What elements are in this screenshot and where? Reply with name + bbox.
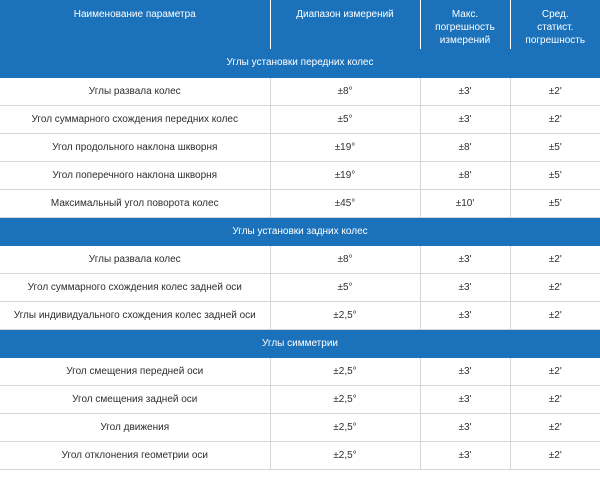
header-line: погрешность (435, 22, 495, 33)
range-cell: ±8° (270, 245, 420, 273)
range-cell: ±2,5° (270, 385, 420, 413)
header-parameter (0, 0, 270, 49)
table-row (0, 77, 600, 105)
parameter-name-cell: Угол суммарного схождения колес задней оси (0, 273, 270, 301)
header-range (270, 0, 420, 49)
range-cell: ±19° (270, 161, 420, 189)
table-row (0, 441, 600, 469)
avg-error-cell: ±2' (510, 273, 600, 301)
max-error-cell: ±3' (420, 273, 510, 301)
max-error-cell: ±3' (420, 301, 510, 329)
table-row (0, 105, 600, 133)
section-header-row (0, 329, 600, 357)
range-cell: ±5° (270, 273, 420, 301)
max-error-cell: ±3' (420, 385, 510, 413)
range-cell: ±2,5° (270, 357, 420, 385)
header-avg-error (510, 0, 600, 49)
max-error-cell: ±3' (420, 105, 510, 133)
max-error-cell: ±8' (420, 161, 510, 189)
table-row (0, 161, 600, 189)
avg-error-cell: ±2' (510, 77, 600, 105)
header-max-error (420, 0, 510, 49)
parameter-name-cell: Угол смещения передней оси (0, 357, 270, 385)
parameter-name-cell: Углы индивидуального схождения колес задней оси (0, 301, 270, 329)
parameter-name-cell: Угол отклонения геометрии оси (0, 441, 270, 469)
table-row (0, 245, 600, 273)
range-cell: ±19° (270, 133, 420, 161)
table-row (0, 189, 600, 217)
max-error-cell: ±3' (420, 245, 510, 273)
section-header-row (0, 49, 600, 77)
max-error-cell: ±3' (420, 441, 510, 469)
range-cell: ±45° (270, 189, 420, 217)
avg-error-cell: ±2' (510, 357, 600, 385)
table-header (0, 0, 600, 49)
header-line: погрешность (525, 35, 586, 46)
max-error-cell: ±3' (420, 413, 510, 441)
avg-error-cell: ±5' (510, 161, 600, 189)
table-row (0, 273, 600, 301)
avg-error-cell: ±5' (510, 189, 600, 217)
max-error-cell: ±3' (420, 77, 510, 105)
parameter-name-cell: Углы развала колес (0, 245, 270, 273)
parameter-name-cell: Угол поперечного наклона шкворня (0, 161, 270, 189)
header-line: Диапазон измерений (296, 9, 394, 20)
parameter-name-cell: Угол смещения задней оси (0, 385, 270, 413)
table-row (0, 133, 600, 161)
parameter-name-cell: Угол продольного наклона шкворня (0, 133, 270, 161)
avg-error-cell: ±2' (510, 245, 600, 273)
table-row (0, 301, 600, 329)
header-line: статист. (537, 22, 574, 33)
parameter-name-cell: Угол суммарного схождения передних колес (0, 105, 270, 133)
table-row (0, 413, 600, 441)
parameter-name-cell: Углы развала колес (0, 77, 270, 105)
range-cell: ±2,5° (270, 441, 420, 469)
avg-error-cell: ±2' (510, 385, 600, 413)
range-cell: ±2,5° (270, 301, 420, 329)
section-title: Углы установки задних колес (0, 217, 600, 245)
avg-error-cell: ±2' (510, 105, 600, 133)
section-title: Углы установки передних колес (0, 49, 600, 77)
parameter-name-cell: Угол движения (0, 413, 270, 441)
avg-error-cell: ±2' (510, 301, 600, 329)
table-row (0, 385, 600, 413)
range-cell: ±8° (270, 77, 420, 105)
max-error-cell: ±10' (420, 189, 510, 217)
header-row (0, 0, 600, 49)
header-line: Наименование параметра (73, 9, 196, 20)
header-line: Макс. (451, 9, 479, 20)
max-error-cell: ±3' (420, 357, 510, 385)
section-title: Углы симметрии (0, 329, 600, 357)
avg-error-cell: ±2' (510, 413, 600, 441)
range-cell: ±2,5° (270, 413, 420, 441)
avg-error-cell: ±2' (510, 441, 600, 469)
header-line: измерений (439, 35, 491, 46)
parameter-name-cell: Максимальный угол поворота колес (0, 189, 270, 217)
section-header-row (0, 217, 600, 245)
table-row (0, 357, 600, 385)
max-error-cell: ±8' (420, 133, 510, 161)
avg-error-cell: ±5' (510, 133, 600, 161)
table-body (0, 49, 600, 469)
range-cell: ±5° (270, 105, 420, 133)
header-line: Сред. (541, 9, 569, 20)
